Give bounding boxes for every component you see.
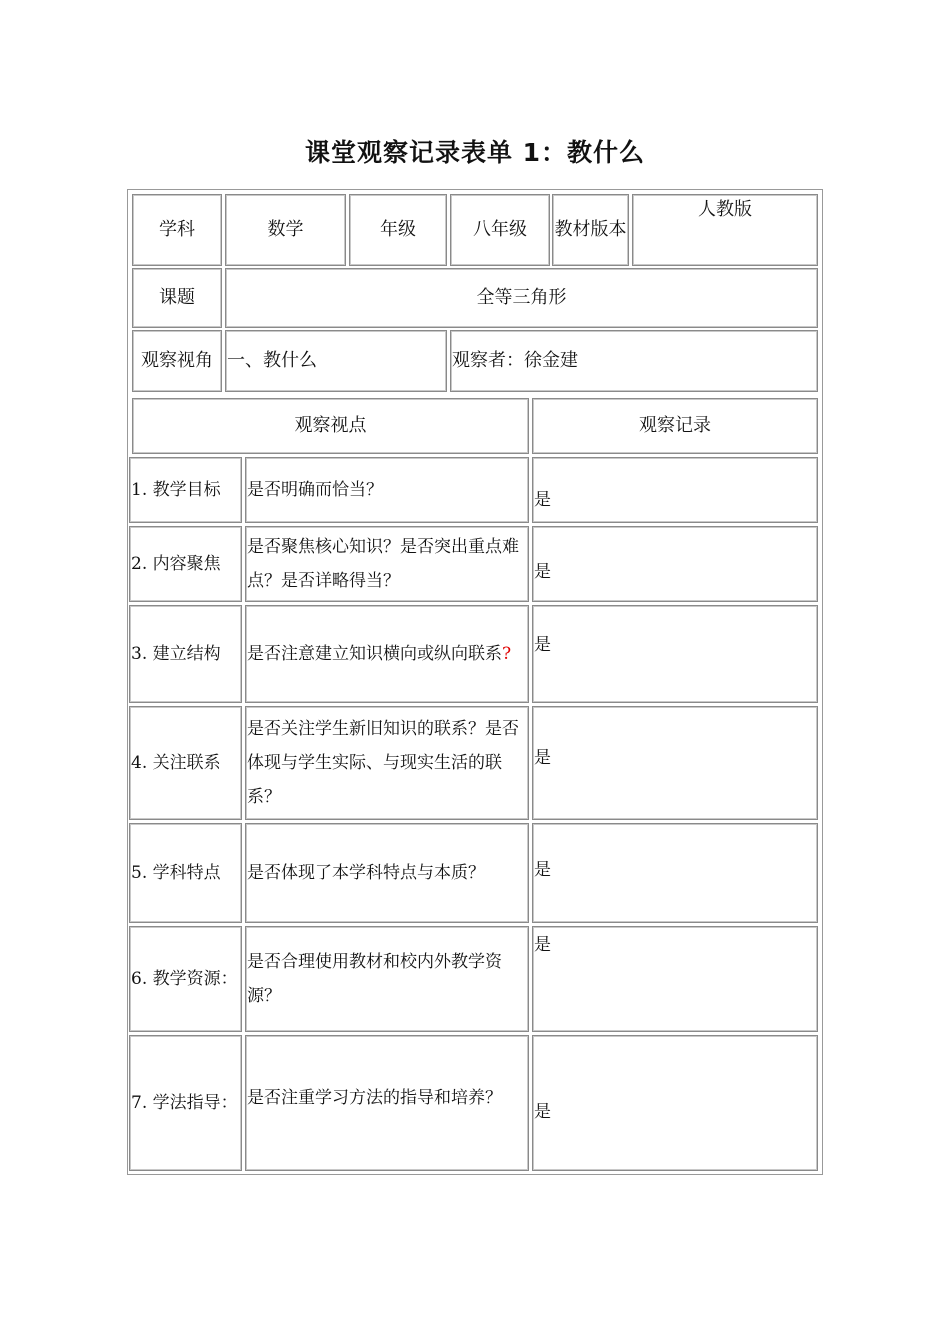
record-value: 是 [532, 1035, 818, 1171]
item-label: 1. 教学目标 [129, 457, 242, 523]
record-value: 是 [532, 605, 818, 703]
column-header-point: 观察视点 [132, 398, 529, 454]
grade-label: 年级 [349, 194, 447, 266]
edition-label: 教材版本 [552, 194, 629, 266]
record-value: 是 [532, 526, 818, 602]
question-text: 是否明确而恰当？ [245, 457, 529, 523]
record-value: 是 [532, 926, 818, 1032]
item-label: 5. 学科特点 [129, 823, 242, 923]
observer: 观察者：徐金建 [450, 330, 818, 392]
perspective-label: 观察视角 [132, 330, 222, 392]
question-text: 是否注重学习方法的指导和培养？ [245, 1035, 529, 1171]
question-text [245, 605, 529, 703]
question-text: 是否体现了本学科特点与本质？ [245, 823, 529, 923]
subject-label: 学科 [132, 194, 222, 266]
item-label: 3. 建立结构 [129, 605, 242, 703]
question-mark: ? [502, 644, 512, 664]
item-label: 2. 内容聚焦 [129, 526, 242, 602]
question-text-body: 是否注意建立知识横向或纵向联系 [247, 644, 502, 664]
question-text: 是否关注学生新旧知识的联系？是否体现与学生实际、与现实生活的联系？ [245, 706, 529, 820]
record-value: 是 [532, 823, 818, 923]
topic-label: 课题 [132, 268, 222, 328]
topic-value: 全等三角形 [225, 268, 818, 328]
item-label: 4. 关注联系 [129, 706, 242, 820]
grade-value: 八年级 [450, 194, 550, 266]
item-label: 6. 教学资源： [129, 926, 242, 1032]
page-title: 课堂观察记录表单 1：教什么 [304, 138, 646, 167]
column-header-record: 观察记录 [532, 398, 818, 454]
question-text: 是否聚焦核心知识？是否突出重点难点？是否详略得当？ [245, 526, 529, 602]
record-value: 是 [532, 457, 818, 523]
subject-value: 数学 [225, 194, 346, 266]
question-text: 是否合理使用教材和校内外教学资源？ [245, 926, 529, 1032]
record-value: 是 [532, 706, 818, 820]
item-label: 7. 学法指导： [129, 1035, 242, 1171]
perspective-value: 一、教什么 [225, 330, 447, 392]
edition-value: 人教版 [632, 194, 818, 266]
